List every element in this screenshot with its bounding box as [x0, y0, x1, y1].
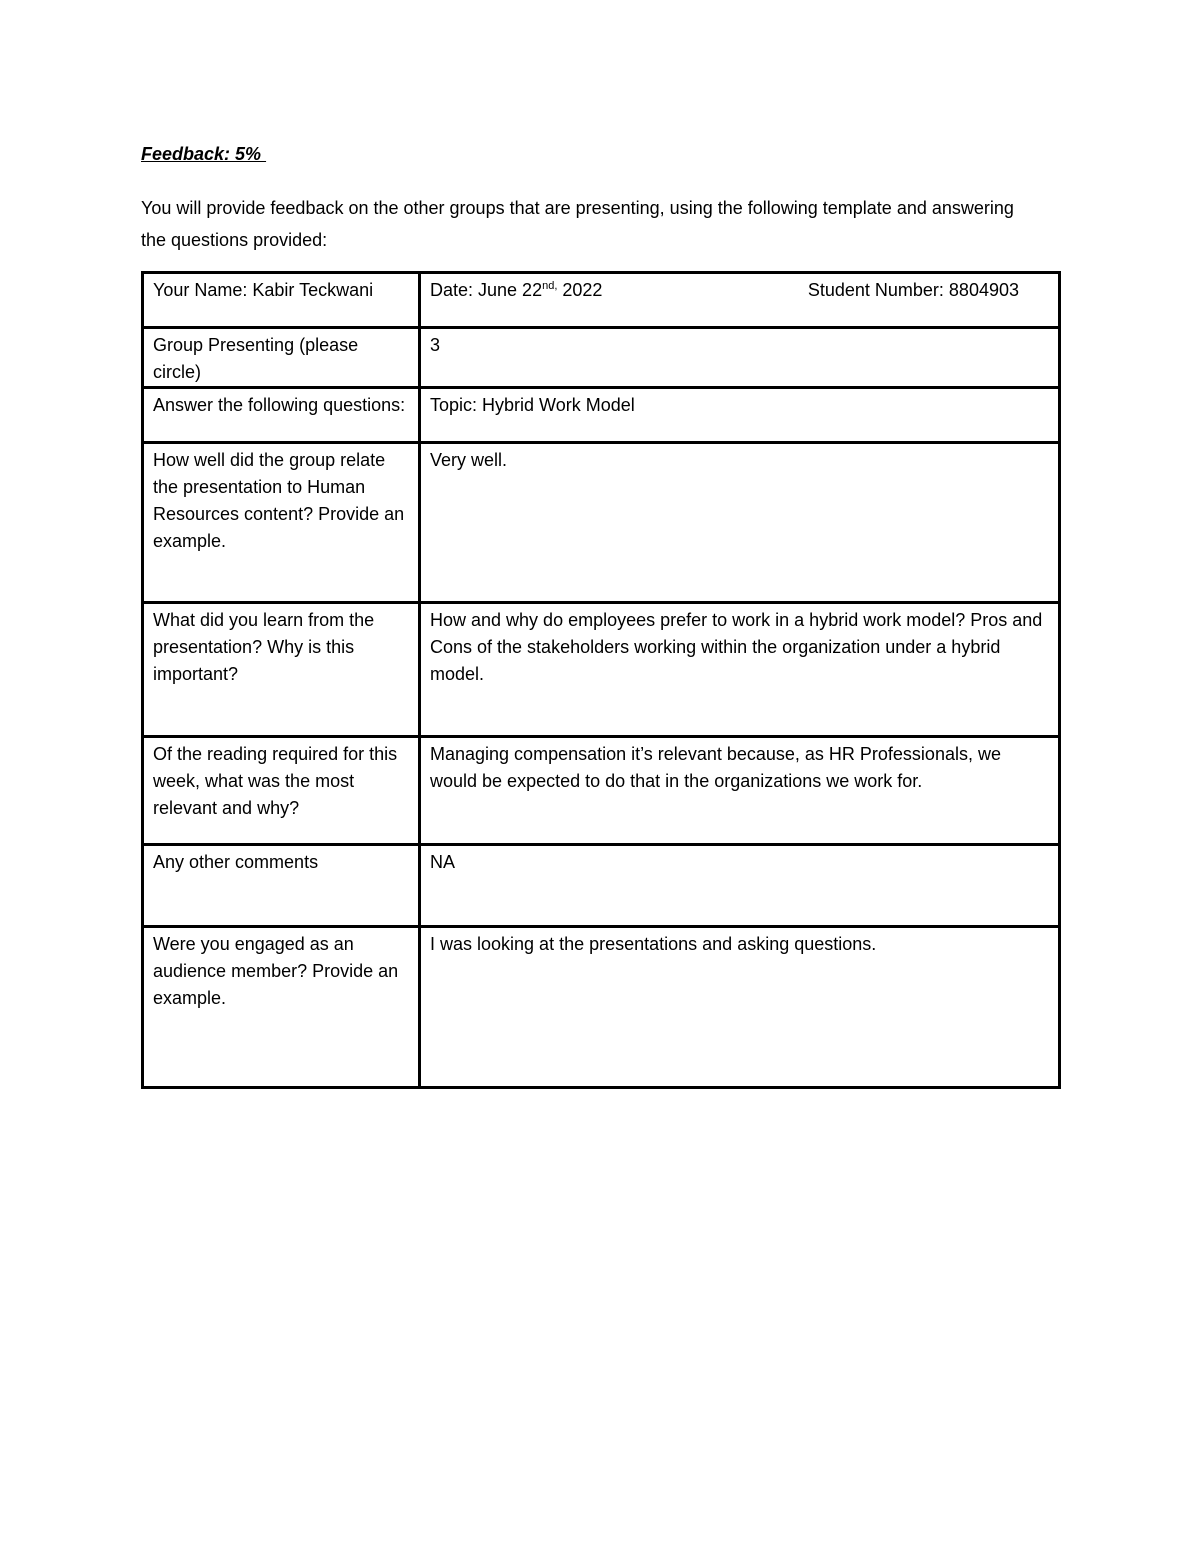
instructions-text: You will provide feedback on the other groups that are presenting, using the following template and answering the questions provided:	[141, 198, 1014, 250]
question-cell: How well did the group relate the presentation to Human Resources content? Provide an example.	[143, 443, 420, 603]
name-cell	[143, 273, 420, 328]
page-heading: Feedback: 5%	[141, 144, 267, 164]
answer-cell: How and why do employees prefer to work in a hybrid work model? Pros and Cons of the stakeholders working within the organization under a hybrid model.	[420, 603, 1060, 737]
table-row-reading	[143, 737, 1060, 845]
name-label: Your Name: Kabir Teckwani	[153, 280, 374, 300]
question-cell: Group Presenting (please circle)	[143, 328, 420, 388]
table-row-group	[143, 328, 1060, 388]
date-suffix: nd,	[542, 280, 558, 292]
answer-cell: I was looking at the presentations and asking questions.	[420, 927, 1060, 1088]
answer-cell: Very well.	[420, 443, 1060, 603]
table-row-header	[143, 273, 1060, 328]
question-cell: Were you engaged as an audience member? Provide an example.	[143, 927, 420, 1088]
feedback-table	[141, 271, 1061, 1089]
question-cell: Of the reading required for this week, what was the most relevant and why?	[143, 737, 420, 845]
date-student-cell	[420, 273, 1060, 328]
question-cell: Any other comments	[143, 845, 420, 927]
question-cell: What did you learn from the presentation? Why is this important?	[143, 603, 420, 737]
table-row-topic	[143, 388, 1060, 443]
table-row-comments	[143, 845, 1060, 927]
answer-cell: Managing compensation it’s relevant because, as HR Professionals, we would be expected to do that in the organizations we work for.	[420, 737, 1060, 845]
table-row-engaged	[143, 927, 1060, 1088]
table-row-relate	[143, 443, 1060, 603]
student-number: Student Number: 8804903	[807, 280, 1019, 300]
answer-cell: 3	[420, 328, 1060, 388]
table-row-learn	[143, 603, 1060, 737]
date-prefix: Date: June 22	[430, 280, 543, 300]
answer-cell: Topic: Hybrid Work Model	[420, 388, 1060, 443]
answer-cell: NA	[420, 845, 1060, 927]
date-year: 2022	[557, 280, 603, 300]
question-cell: Answer the following questions:	[143, 388, 420, 443]
